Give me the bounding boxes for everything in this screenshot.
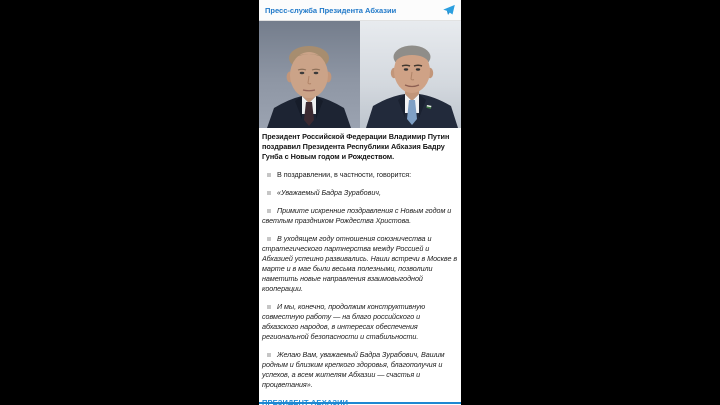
post-lead-paragraph: Президент Российской Федерации Владимир Путин поздравил Президента Республики Абхазия Бадру Гунба с Новым годом и Рождеством.: [262, 132, 450, 161]
post-photo[interactable]: [259, 21, 461, 128]
paragraph-text: Желаю Вам, уважаемый Бадра Зурабович, Вашим родным и близким крепкого здоровья, благополучия и успехов, а всем жителям Абхазии — счастья и процветания».: [262, 350, 445, 389]
paragraph-text: «Уважаемый Бадра Зурабович,: [277, 188, 381, 197]
telegram-paper-plane-icon[interactable]: [442, 3, 456, 17]
paragraph-text: Примите искренние поздравления с Новым годом и светлым праздником Рождества Христова.: [262, 206, 452, 225]
post-paragraph: [262, 234, 458, 294]
post-body: [259, 128, 461, 405]
channel-header: [259, 0, 461, 21]
bullet-square-icon: [267, 173, 271, 177]
telegram-post-screen: [259, 0, 461, 405]
paragraph-text: И мы, конечно, продолжим конструктивную совместную работу — на благо российского и абхазского народов, в интересах обеспечения региональной безопасности и стабильности.: [262, 302, 426, 341]
paragraph-text: В поздравлении, в частности, говорится:: [277, 170, 412, 179]
putin-portrait: [259, 21, 360, 128]
bottom-blue-rule: [259, 402, 461, 404]
bullet-square-icon: [267, 305, 271, 309]
bullet-square-icon: [267, 353, 271, 357]
post-paragraph: [262, 350, 458, 390]
bullet-square-icon: [267, 237, 271, 241]
gunba-portrait: [360, 21, 461, 128]
bullet-square-icon: [267, 209, 271, 213]
channel-title[interactable]: Пресс-служба Президента Абхазии: [265, 5, 397, 15]
post-paragraph: [262, 206, 458, 226]
bullet-square-icon: [267, 191, 271, 195]
post-paragraph: [262, 188, 458, 198]
post-paragraph: [262, 302, 458, 342]
post-paragraph: [262, 170, 458, 180]
paragraph-text: В уходящем году отношения союзничества и стратегического партнерства между Россией и Абхазией успешно развивались. Наши встречи в Москве в марте и в мае были весьма полезными, позволили наметить новые направления взаимовыгодной кооперации.: [262, 234, 458, 293]
